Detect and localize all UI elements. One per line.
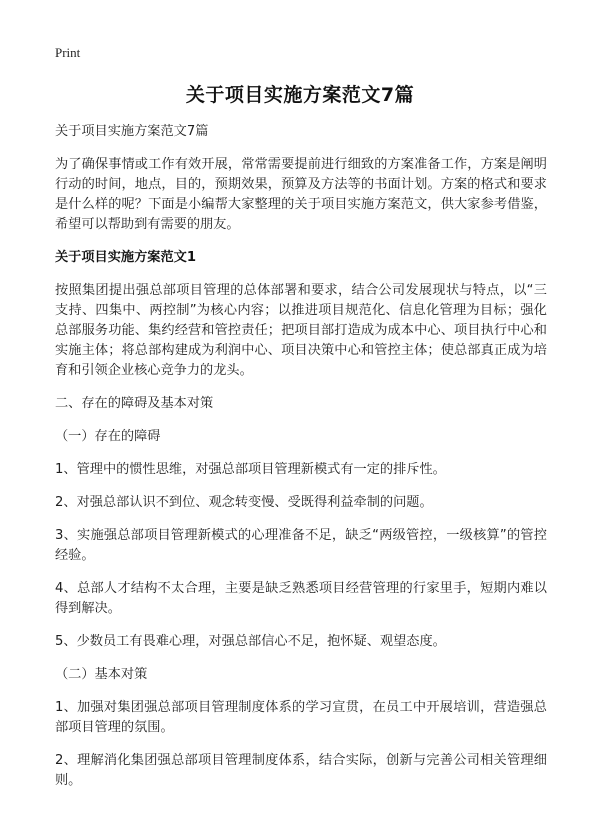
countermeasure-item: 1、加强对集团强总部项目管理制度体系的学习宣贯，在员工中开展培训，营造强总部项目管理的氛围。	[55, 700, 547, 735]
part2-heading: 二、存在的障碍及基本对策	[55, 396, 214, 411]
section1-paragraph: 按照集团提出强总部项目管理的总体部署和要求，结合公司发展现状与特点，以“三支持、四集中、两控制”为核心内容；以推进项目规范化、信息化管理为目标；强化总部服务功能、集约经营和管控责任；把项目部打造成为成本中心、项目执行中心和实施主体；将总部构建成为利润中心、项目决策中心和管控主体；使总部真正成为培育和引领企业核心竞争力的龙头。	[55, 283, 547, 378]
obstacle-item: 3、实施强总部项目管理新模式的心理准备不足，缺乏“两级管控，一级核算”的管控经验。	[55, 528, 547, 563]
section-heading-1: 关于项目实施方案范文1	[55, 250, 197, 265]
obstacles-heading: （一）存在的障碍	[55, 429, 161, 444]
intro-paragraph: 为了确保事情或工作有效开展，常常需要提前进行细致的方案准备工作，方案是阐明行动的时间，地点，目的，预期效果，预算及方法等的书面计划。方案的格式和要求是什么样的呢？下面是小编帮大家整理的关于项目实施方案范文，供大家参考借鉴，希望可以帮助到有需要的朋友。	[55, 157, 547, 232]
subtitle: 关于项目实施方案范文7篇	[55, 124, 209, 139]
print-link[interactable]: Print	[55, 45, 81, 60]
countermeasure-item: 2、理解消化集团强总部项目管理制度体系，结合实际，创新与完善公司相关管理细则。	[55, 753, 547, 788]
obstacle-item: 5、少数员工有畏难心理，对强总部信心不足，抱怀疑、观望态度。	[55, 634, 446, 649]
obstacle-item: 2、对强总部认识不到位、观念转变慢、受既得利益牵制的问题。	[55, 495, 433, 510]
document-body	[55, 122, 547, 791]
page-title: 关于项目实施方案范文7篇	[185, 84, 415, 106]
obstacle-item: 4、总部人才结构不太合理，主要是缺乏熟悉项目经营管理的行家里手，短期内难以得到解决。	[55, 581, 547, 616]
obstacle-item: 1、管理中的惯性思维，对强总部项目管理新模式有一定的排斥性。	[55, 462, 446, 477]
countermeasures-heading: （二）基本对策	[55, 667, 148, 682]
